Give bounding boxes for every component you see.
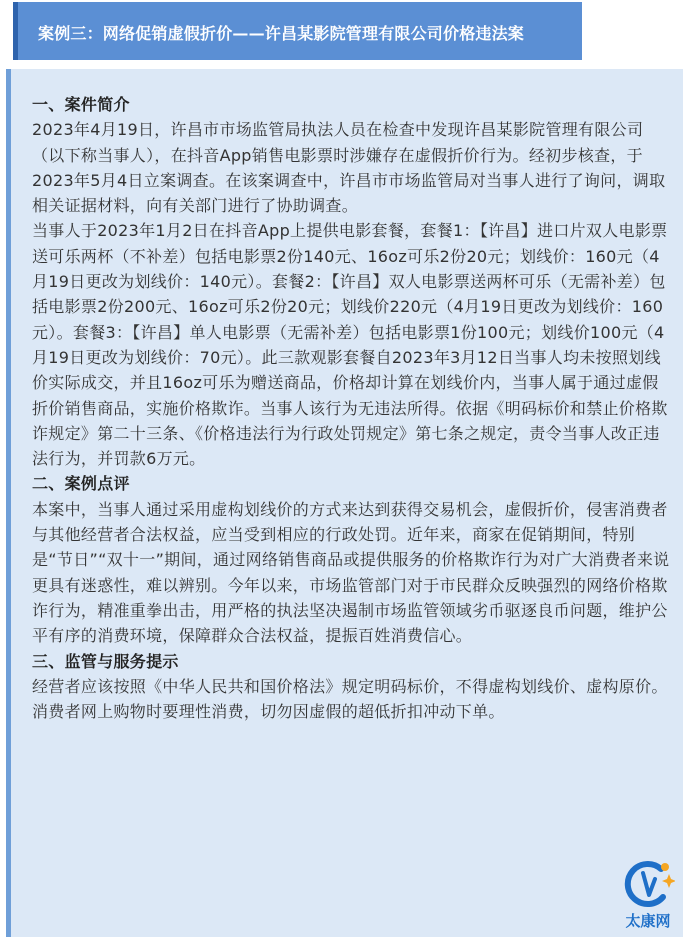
section-heading-commentary: 二、案例点评 [32, 474, 130, 494]
watermark-logo-icon [621, 859, 675, 909]
case-title-banner [13, 2, 582, 60]
overview-paragraph-1: 2023年4月19日，许昌市市场监管局执法人员在检查中发现许昌某影院管理有限公司（以下称当事人），在抖音App销售电影票时涉嫌存在虚假折价行为。经初步核查，于2023年5月4日立案调查。在该案调查中，许昌市市场监管局对当事人进行了询问，调取相关证据材料，向有关部门进行了协助调查。 [32, 120, 666, 216]
site-watermark [613, 859, 683, 933]
commentary-paragraph: 本案中，当事人通过采用虚构划线价的方式来达到获得交易机会，虚假折价，侵害消费者与其他经营者合法权益，应当受到相应的行政处罚。近年来，商家在促销期间，特别是“节日”“双十一”期间，通过网络销售商品或提供服务的价格欺诈行为对广大消费者来说更具有迷惑性，难以辨别。今年以来，市场监管部门对于市民群众反映强烈的网络价格欺诈行为，精准重拳出击，用严格的执法坚决遏制市场监管领域劣币驱逐良币问题，维护公平有序的消费环境，保障群众合法权益，提振百姓消费信心。 [32, 499, 670, 646]
section-heading-overview: 一、案件简介 [32, 95, 130, 114]
watermark-text: 太康网 [625, 912, 671, 930]
case-content-box [6, 69, 683, 937]
case-title: 案例三：网络促销虚假折价——许昌某影院管理有限公司价格违法案 [38, 24, 525, 43]
overview-paragraph-2: 当事人于2023年1月2日在抖音App上提供电影套餐，套餐1：【许昌】进口片双人电影票送可乐两杯（不补差）包括电影票2份140元、16oz可乐2份20元；划线价：160元（4月19日更改为划线价：140元）。套餐2：【许昌】双人电影票送两杯可乐（无需补差）包括电影票2份200元、16oz可乐2份20元；划线价220元（4月19日更改为划线价：160元）。套餐3：【许昌】单人电影票（无需补差）包括电影票1份100元；划线价100元（4月19日更改为划线价：70元）。此三款观影套餐自2023年3月12日当事人均未按照划线价实际成交，并且16oz可乐为赠送商品，价格却计算在划线价内，当事人属于通过虚假折价销售商品，实施价格欺诈。当事人该行为无违法所得。依据《明码标价和禁止价格欺诈规定》第二十三条、《价格违法行为行政处罚规定》第七条之规定，责令当事人改正违法行为，并罚款6万元。 [32, 221, 668, 469]
section-heading-tips: 三、监管与服务提示 [32, 651, 179, 671]
tips-paragraph: 经营者应该按照《中华人民共和国价格法》规定明码标价，不得虚构划线价、虚构原价。消费者网上购物时要理性消费，切勿因虚假的超低折扣冲动下单。 [32, 676, 668, 722]
case-content [32, 92, 672, 724]
